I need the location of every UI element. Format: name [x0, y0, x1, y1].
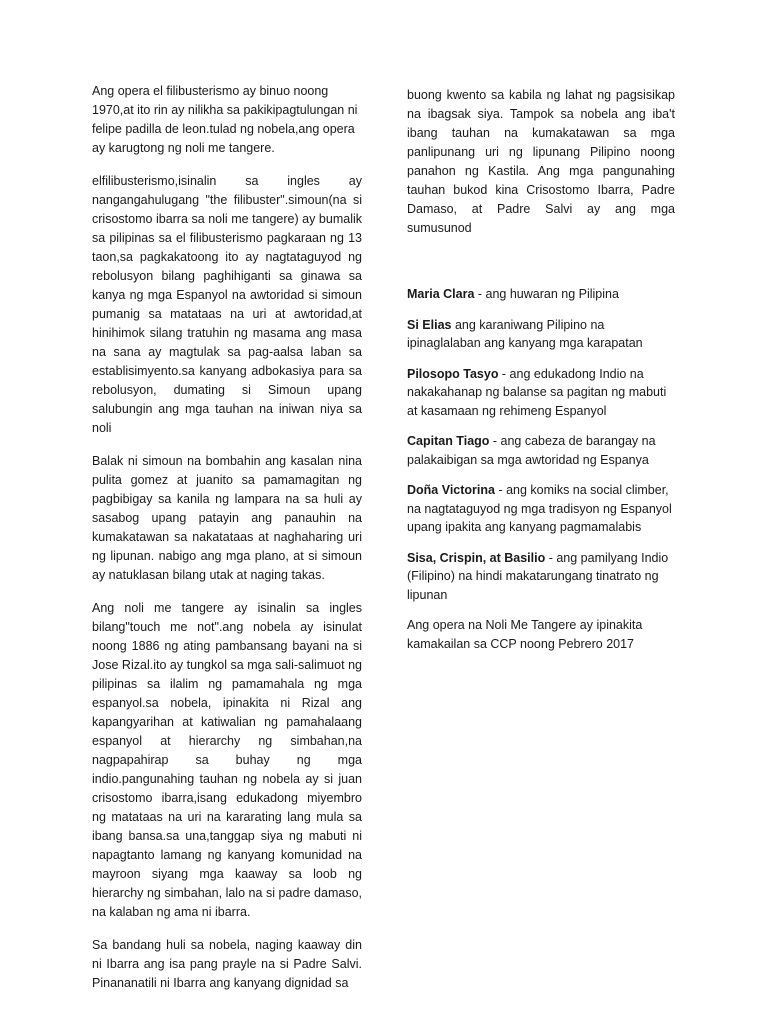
paragraph-el-filibusterismo: elfilibusterismo,isinalin sa ingles ay nangangahulugang "the filibuster".simoun(na si crisostomo ibarra sa noli me tangere) ay bumalik sa pilipinas sa el filibusterismo pagkaraan ng 13 taon,sa pagkakatoong ito ay nagtataguyod ng rebolusyon bilang paghihiganti sa ginawa sa kanya ng mga Espanyol na awtoridad si simoun pumanig sa matataas na uri at awtoridad,at hinihimok silang tratuhin ng masama ang masa na sana ay magtulak sa pag-aalsa laban sa establisimyento.sa kanyang adbokasiya para sa rebolusyon, dumating si Simoun upang salubungin ang mga tauhan na iniwan niya sa noli: [92, 174, 362, 435]
character-name: Pilosopo Tasyo: [407, 366, 499, 381]
section-gap: [407, 252, 675, 285]
character-description: - ang edukadong Indio na nakakahanap ng balanse sa pagitan ng mabuti at kasamaan ng rehimeng Espanyol: [407, 366, 667, 418]
paragraph-simoun-plan: Balak ni simoun na bombahin ang kasalan nina pulita gomez at juanito sa pamamagitan ng pagbibigay sa kanila ng lampara na sa huli ay sasabog upang patayin ang panauhin na kumakatawan sa nakatataas at naghaharing uri ng lipunan. nabigo ang mga plano, at si simoun ay natuklasan bilang utak at naging takas.: [92, 454, 362, 582]
character-entry: [407, 365, 675, 421]
character-entry: [407, 549, 675, 605]
paragraph-padre-salvi: Sa bandang huli sa nobela, naging kaaway din ni Ibarra ang isa pang prayle na si Padre Salvi. Pinananatili ni Ibarra ang kanyang dignidad sa: [92, 938, 362, 990]
character-name: Sisa, Crispin, at Basilio: [407, 550, 546, 565]
right-column: [407, 86, 675, 665]
paragraph-characters-intro: buong kwento sa kabila ng lahat ng pagsisikap na ibagsak siya. Tampok sa nobela ang iba't ibang tauhan na kumakatawan sa mga panlipunang uri ng lipunang Pilipino noong panahon ng Kastila. Ang mga pangunahing tauhan bukod kina Crisostomo Ibarra, Padre Damaso, at Padre Salvi ay ang mga sumusunod: [407, 88, 675, 235]
character-entry: [407, 432, 675, 469]
paragraph-opera-intro: Ang opera el filibusterismo ay binuo noong 1970,at ito rin ay nilikha sa pakikipagtulungan ni felipe padilla de leon.tulad ng nobela,ang opera ay karugtong ng noli me tangere.: [92, 84, 358, 155]
character-entry: [407, 316, 675, 353]
character-description: - ang pamilyang Indio (Filipino) na hindi makatarungang tinatrato ng lipunan: [407, 550, 669, 602]
character-name: Si Elias: [407, 317, 452, 332]
character-description: - ang cabeza de barangay na palakaibigan sa mga awtoridad ng Espanya: [407, 434, 656, 467]
character-name: Capitan Tiago: [407, 434, 490, 448]
paragraph-closing: Ang opera na Noli Me Tangere ay ipinakita kamakailan sa CCP noong Pebrero 2017: [407, 618, 643, 651]
character-name: Doña Victorina: [407, 483, 495, 497]
character-name: Maria Clara: [407, 287, 475, 301]
left-column: [92, 82, 362, 1007]
character-description: - ang huwaran ng Pilipina: [474, 287, 619, 301]
character-entry: [407, 285, 675, 304]
character-description: ang karaniwang Pilipino na ipinaglalaban ang kanyang mga karapatan: [407, 317, 643, 350]
paragraph-noli-me-tangere: Ang noli me tangere ay isinalin sa ingles bilang"touch me not".ang nobela ay isinulat noong 1886 ng ating pambansang bayani na si Jose Rizal.ito ay tungkol sa mga sali-salimuot ng pilipinas sa ilalim ng pamamahala ng mga espanyol.sa nobela, ipinakita ni Rizal ang kapangyarihan at katiwalian ng pamahalaang espanyol at hierarchy ng simbahan,na nagpapahirap sa buhay ng mga indio.pangunahing tauhan ng nobela ay si juan crisostomo ibarra,isang edukadong miyembro ng matataas na uri na kararating lang mula sa ibang bansa.sa una,tanggap siya ng mabuti ni napagtanto lamang ng kanyang komunidad na mayroon siyang mga kaaway sa loob ng hierarchy ng simbahan, lalo na si padre damaso, na kalaban ng ama ni ibarra.: [92, 601, 362, 919]
character-entry: [407, 481, 675, 537]
character-description: - ang komiks na social climber, na nagtataguyod ng mga tradisyon ng Espanyol upang ipakita ang kanyang pagmamalabis: [407, 483, 672, 534]
